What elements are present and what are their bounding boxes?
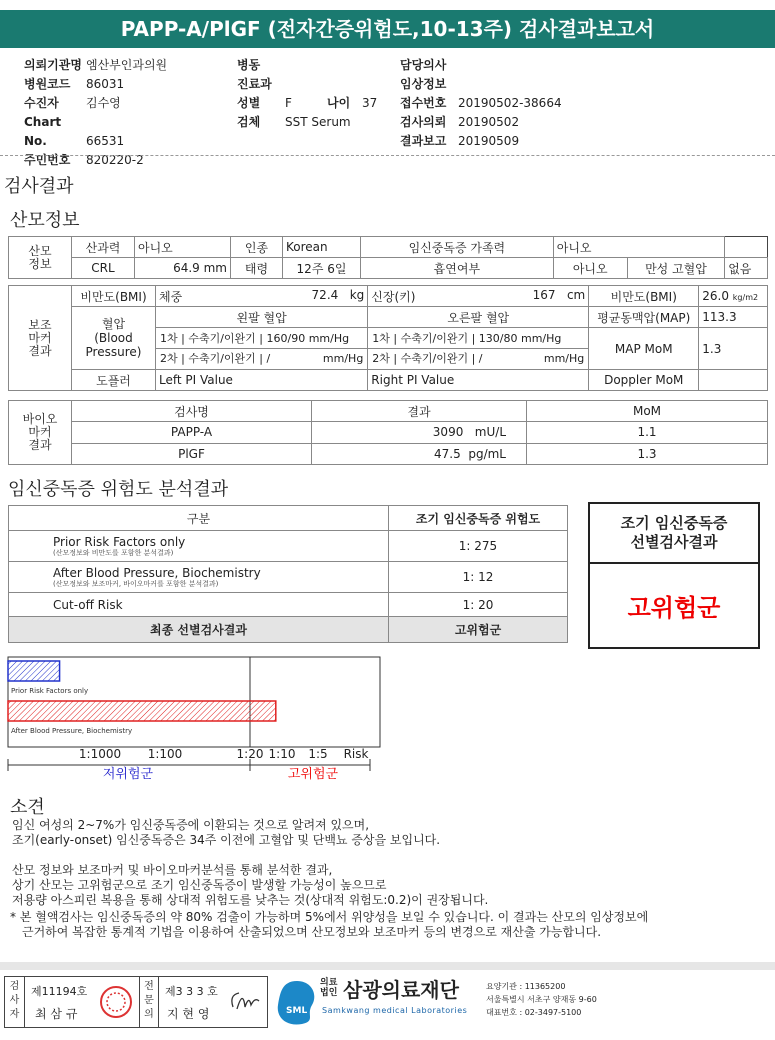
aux-marker-table: 보조 마커 결과 비만도(BMI) 체중 72.4 kg 신장(키) 167 cm 비만도(BMI) 26.0 kg/m2 혈압 (Blood Pressure) 왼팔 혈압 오른팔 혈압 평균동맥압(MAP) 113.3 1차 | 수축기/이완기 | 160/90 mm/Hg 2차 | 수축기/이완기 | / mm/Hg 1차 | 수축기/이완기 | 130/80 mm/Hg 2차 | 수축기/이완기 | / mm/Hg MAP MoM 1.3 도플러 Left PI Value Right PI Value Doppler MoM [8,285,768,391]
section-maternal: 산모정보 [10,210,80,231]
tick-label: Risk [343,747,369,761]
section-risk: 임신중독증 위험도 분석결과 [8,479,229,500]
opinion-line [12,848,762,863]
header-col1 [24,56,224,170]
header-field: 의뢰기관명 엠산부인과의원 [24,58,168,72]
opinion-line: 산모 정보와 보조마커 및 바이오마커분석를 통해 분석한 결과, [12,863,333,877]
result-box: 조기 임신중독증 선별검사결과 고위험군 [588,502,760,649]
tick-label: 1:100 [147,747,183,761]
bar-label: Prior Risk Factors only [11,687,89,695]
org-name: 삼광의료재단 [343,978,459,1002]
header-field: 진료과 [237,77,272,91]
footer-band [0,962,775,970]
report-title: PAPP-A/PlGF (전자간증위험도,10-13주) 검사결과보고서 [0,10,775,48]
bio-marker-table: 바이오 마커 결과 검사명 결과 MoM PAPP-A 3090 mU/L 1.1 PlGF 47.5 pg/mL 1.3 [8,400,768,465]
high-risk-label: 고위험군 [287,767,339,782]
seal-stamp [99,985,133,1019]
org-contact: 요양기관 : 11365200 서울특별시 서초구 양재동 9-60 대표번호 : 02-3497-5100 [486,982,597,1017]
header-field: 결과보고 20190509 [400,134,520,148]
risk-bar [8,701,276,721]
bar-label: After Blood Pressure, Biochemistry [11,727,133,735]
signature-box: 검 사 자 제11194호 최 삼 규 전 문 의 제3 3 3 호 지 현 영 [4,976,268,1028]
opinion-line: 상기 산모는 고위험군으로 조기 임신중독증이 발생할 가능성이 높으므로 [12,878,387,892]
opinion-line: 저용량 아스피린 복용을 통해 상대적 위험도를 낮추는 것(상대적 위험도:0.2)이 권장됩니다. [12,893,489,907]
risk-chart [0,655,420,785]
tick-label: 1:20 [236,747,264,761]
low-risk-label: 저위험군 [102,767,154,782]
opinion-line: 임신 여성의 2~7%가 임신중독증에 이환되는 것으로 알려져 있으며, [12,818,370,832]
tick-label: 1:10 [268,747,296,761]
header-field: 접수번호 20190502-38664 [400,96,562,110]
divider [0,155,775,156]
header-field: 수진자 김수영 [24,96,121,110]
section-opinion: 소견 [10,797,45,818]
svg-text:SML: SML [286,1006,308,1016]
header-field: 담당의사 [400,58,447,72]
risk-bar [8,661,60,681]
header-field: 성별 F [237,96,292,110]
header-field: 병원코드 86031 [24,77,125,91]
header-field: 병동 [237,58,261,72]
header-field: Chart No. 66531 [24,115,125,148]
header-field: 주민번호 820220-2 [24,153,144,167]
header-field: 임상정보 [400,77,447,91]
header-field: 검체 SST Serum [237,115,351,129]
header-col3 [400,56,660,151]
org-en: Samkwang medical Laboratories [322,1006,468,1015]
header-field: 검사의뢰 20190502 [400,115,520,129]
section-result: 검사결과 [4,176,74,197]
signature [227,985,263,1017]
risk-table: 구분 조기 임신중독증 위험도 Prior Risk Factors only (산모정보와 비만도를 포함한 분석결과) 1: 275 After Blood Pressure, Biochemistry (산모정보와 보조마커, 바이오마커를 포함한 분석결과) 1: 12 Cut-off Risk 1: 20 최종 선별검사결과 고위험군 [8,505,568,643]
tick-label: 1:1000 [78,747,122,761]
tick-label: 1:5 [308,747,328,761]
org-small: 의료 법인 [320,978,338,998]
age-field: 나이 37 [327,96,378,110]
note-text: * 본 혈액검사는 임신중독증의 약 80% 검출이 가능하며 5%에서 위양성을 보일 수 있습니다. 이 결과는 산모의 임상정보에 근거하여 복잡한 통계적 기법을 이용하여 산출되었으며 산모정보와 보조마커 등의 변경으로 재산출 가능합니다. [10,910,649,939]
opinion-text [12,818,762,908]
maternal-table: 산모 정보 산과력 아니오 인종 Korean 임신중독증 가족력 아니오 CRL 64.9 mm 태령 12주 6일 흡연여부 아니오 만성 고혈압 없음 [8,236,768,279]
opinion-line: 조기(early-onset) 임신중독증은 34주 이전에 고혈압 및 단백뇨 증상을 보입니다. [12,833,441,847]
sml-logo [272,977,322,1027]
